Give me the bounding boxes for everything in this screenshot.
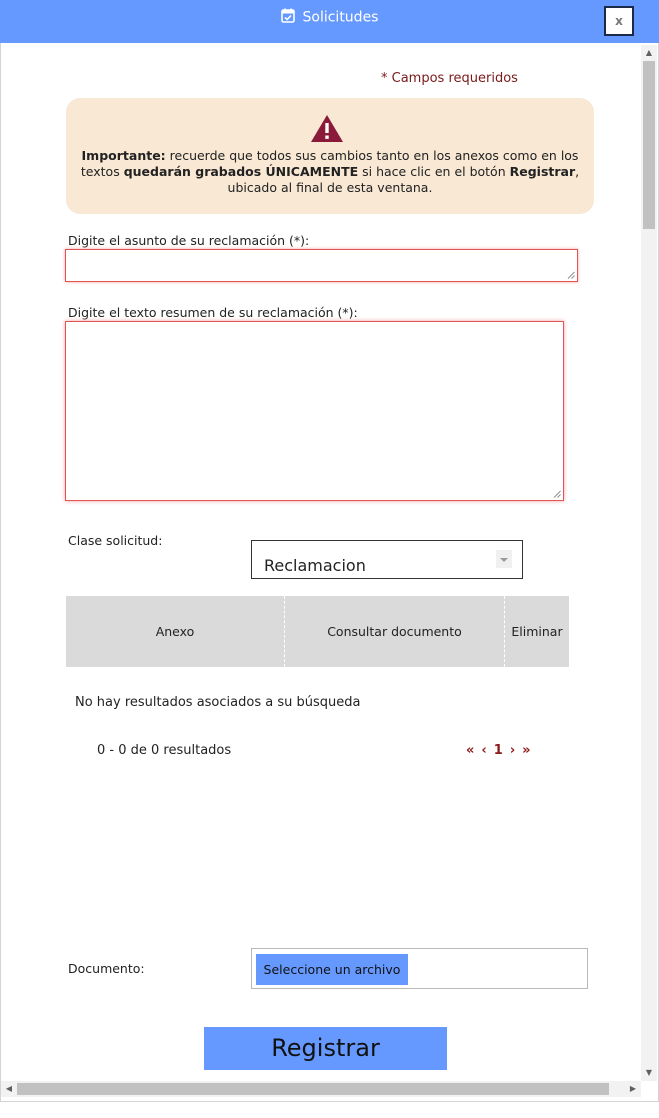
horizontal-scroll-thumb[interactable]	[17, 1083, 609, 1095]
prev-page-icon[interactable]: ‹	[481, 743, 487, 758]
register-button[interactable]: Registrar	[204, 1027, 447, 1070]
warning-icon	[310, 114, 344, 147]
select-file-button[interactable]: Seleccione un archivo	[256, 954, 408, 985]
documento-label: Documento:	[68, 961, 145, 976]
chevron-down-icon[interactable]	[496, 550, 512, 568]
notice-important-label: Importante:	[81, 148, 166, 163]
scroll-right-icon[interactable]: ▶	[629, 1084, 637, 1093]
column-header-eliminar[interactable]: Eliminar	[511, 624, 563, 639]
scroll-down-icon[interactable]: ▼	[645, 1068, 653, 1077]
current-page[interactable]: 1	[493, 743, 503, 758]
clase-solicitud-select[interactable]	[251, 540, 523, 579]
window-title: Solicitudes	[302, 9, 379, 26]
window-title-area	[0, 8, 659, 27]
last-page-icon[interactable]: »	[522, 743, 531, 758]
close-button[interactable]	[604, 6, 634, 36]
asunto-label: Digite el asunto de su reclamación (*):	[68, 233, 310, 248]
notice-text-part: recuerde que todos sus cambios tanto en los anexos como en los textos	[80, 148, 579, 179]
column-header-anexo[interactable]: Anexo	[66, 596, 285, 667]
resumen-label: Digite el texto resumen de su reclamación (*):	[68, 305, 358, 320]
next-page-icon[interactable]: ›	[509, 743, 516, 758]
close-icon: x	[615, 14, 623, 28]
notice-bold-part: Registrar	[509, 164, 576, 179]
resize-grip-icon[interactable]	[567, 271, 575, 279]
column-header-consultar[interactable]: Consultar documento	[285, 596, 505, 667]
asunto-input[interactable]	[65, 249, 578, 282]
notice-text	[78, 148, 582, 196]
scroll-up-icon[interactable]: ▲	[645, 48, 653, 57]
calendar-check-icon	[281, 8, 295, 27]
notice-text-part: , ubicado al final de esta ventana.	[227, 164, 580, 195]
annex-table-header	[66, 596, 569, 667]
required-fields-note: * Campos requeridos	[381, 71, 518, 86]
vertical-scroll-thumb[interactable]	[643, 61, 655, 229]
important-notice	[66, 98, 594, 214]
resize-grip-icon[interactable]	[553, 490, 561, 498]
scroll-left-icon[interactable]: ◀	[5, 1084, 13, 1093]
empty-results-message: No hay resultados asociados a su búsqueda	[75, 695, 361, 710]
clase-solicitud-value: Reclamacion	[264, 556, 366, 575]
clase-solicitud-label: Clase solicitud:	[68, 533, 163, 548]
first-page-icon[interactable]: «	[466, 743, 475, 758]
file-upload-field[interactable]	[251, 948, 588, 989]
notice-bold-part: quedarán grabados ÚNICAMENTE	[123, 164, 359, 179]
result-count: 0 - 0 de 0 resultados	[97, 743, 232, 758]
vertical-scrollbar[interactable]	[641, 45, 657, 1081]
horizontal-scrollbar[interactable]	[1, 1081, 641, 1097]
resumen-textarea[interactable]	[65, 321, 564, 501]
notice-text-part: si hace clic en el botón	[358, 164, 510, 179]
pagination	[466, 743, 538, 758]
